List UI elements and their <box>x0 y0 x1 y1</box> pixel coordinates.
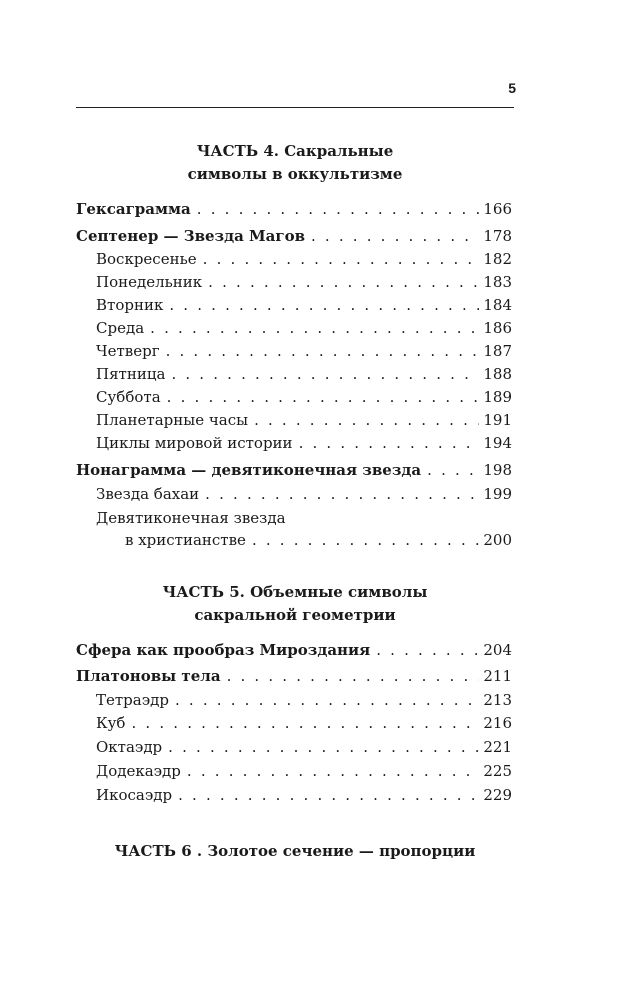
toc-entry-page: 213 <box>483 691 512 709</box>
toc-entry-icosahedron[interactable] <box>96 784 512 806</box>
toc-entry-saturday[interactable] <box>96 386 512 408</box>
toc-entry-title-line-1[interactable]: Девятиконечная звезда <box>96 509 286 527</box>
toc-entry-friday[interactable] <box>96 363 512 385</box>
toc-entry-sphere[interactable] <box>76 639 512 661</box>
toc-entry-title: Вторник <box>96 296 164 314</box>
dot-leader <box>227 665 480 687</box>
toc-entry-nonagram[interactable] <box>76 459 512 481</box>
toc-entry-page: 200 <box>483 531 512 549</box>
dot-leader <box>203 248 480 270</box>
toc-entry-thursday[interactable] <box>96 340 512 362</box>
toc-entry-page: 186 <box>483 319 512 337</box>
toc-entry-world-history-cycles[interactable] <box>96 432 512 454</box>
toc-entry-page: 188 <box>483 365 512 383</box>
dot-leader <box>299 432 480 454</box>
toc-entry-title: Куб <box>96 714 126 732</box>
dot-leader <box>168 736 479 758</box>
part-6-heading: ЧАСТЬ 6 . Золотое сечение — пропорции <box>114 842 476 860</box>
toc-entry-page: 198 <box>483 461 512 479</box>
toc-entry-title: Суббота <box>96 388 161 406</box>
page-number: 5 <box>508 80 516 96</box>
dot-leader <box>311 225 479 247</box>
dot-leader <box>167 386 480 408</box>
toc-entry-title: Нонаграмма — девятиконечная звезда <box>76 461 422 479</box>
toc-entry-title: Циклы мировой истории <box>96 434 293 452</box>
toc-entry-page: 184 <box>483 296 512 314</box>
dot-leader <box>178 784 479 806</box>
dot-leader <box>166 340 480 362</box>
toc-entry-page: 183 <box>483 273 512 291</box>
dot-leader <box>205 483 479 505</box>
toc-entry-title: Пятница <box>96 365 166 383</box>
dot-leader <box>171 363 479 385</box>
toc-entry-page: 216 <box>483 714 512 732</box>
toc-entry-title: Платоновы тела <box>76 667 221 685</box>
dot-leader <box>376 639 479 661</box>
toc-entry-planetary-hours[interactable] <box>96 409 512 431</box>
toc-entry-page: 199 <box>483 485 512 503</box>
dot-leader <box>254 409 479 431</box>
toc-entry-septener[interactable] <box>76 225 512 247</box>
toc-entry-tuesday[interactable] <box>96 294 512 316</box>
part-4-heading: ЧАСТЬ 4. Сакральные символы в оккультизме <box>187 142 403 183</box>
header-rule <box>76 107 514 108</box>
dot-leader <box>175 689 479 711</box>
toc-entry-title: в христианстве <box>125 531 246 549</box>
toc-entry-title: Тетраэдр <box>96 691 169 709</box>
toc-entry-page: 189 <box>483 388 512 406</box>
toc-entry-page: 182 <box>483 250 512 268</box>
dot-leader <box>427 459 479 481</box>
toc-entry-platonic-solids[interactable] <box>76 665 512 687</box>
toc-entry-sunday[interactable] <box>96 248 512 270</box>
toc-entry-title: Звезда бахаи <box>96 485 200 503</box>
toc-entry-dodecahedron[interactable] <box>96 760 512 782</box>
toc-entry-title: Септенер — Звезда Магов <box>76 227 305 245</box>
toc-entry-title: Икосаэдр <box>96 786 173 804</box>
toc-entry-page: 166 <box>483 200 512 218</box>
toc-entry-monday[interactable] <box>96 271 512 293</box>
toc-entry-title: Воскресенье <box>96 250 197 268</box>
toc-entry-title: Четверг <box>96 342 160 360</box>
toc-entry-page: 187 <box>483 342 512 360</box>
toc-entry-page: 211 <box>483 667 512 685</box>
dot-leader <box>150 317 479 339</box>
toc-entry-page: 221 <box>483 738 512 756</box>
toc-entry-title: Октаэдр <box>96 738 163 756</box>
dot-leader <box>252 529 479 551</box>
dot-leader <box>131 712 479 734</box>
toc-entry-page: 194 <box>483 434 512 452</box>
toc-entry-nine-pointed-star-christianity[interactable] <box>125 529 512 551</box>
dot-leader <box>197 198 480 220</box>
dot-leader <box>187 760 479 782</box>
toc-entry-title: Среда <box>96 319 145 337</box>
toc-entry-title: Гексаграмма <box>76 200 191 218</box>
toc-entry-page: 178 <box>483 227 512 245</box>
toc-entry-cube[interactable] <box>96 712 512 734</box>
toc-entry-page: 191 <box>483 411 512 429</box>
toc-entry-title: Додекаэдр <box>96 762 181 780</box>
toc-entry-bahai-star[interactable] <box>96 483 512 505</box>
toc-entry-tetrahedron[interactable] <box>96 689 512 711</box>
dot-leader <box>208 271 479 293</box>
toc-entry-title: Понедельник <box>96 273 203 291</box>
toc-entry-page: 229 <box>483 786 512 804</box>
dot-leader <box>169 294 479 316</box>
toc-entry-hexagram[interactable] <box>76 198 512 220</box>
toc-entry-octahedron[interactable] <box>96 736 512 758</box>
toc-entry-page: 225 <box>483 762 512 780</box>
toc-entry-wednesday[interactable] <box>96 317 512 339</box>
toc-entry-title: Планетарные часы <box>96 411 249 429</box>
toc-entry-page: 204 <box>483 641 512 659</box>
toc-entry-title: Сфера как прообраз Мироздания <box>76 641 371 659</box>
part-5-heading: ЧАСТЬ 5. Объемные символы сакральной геометрии <box>162 583 428 624</box>
